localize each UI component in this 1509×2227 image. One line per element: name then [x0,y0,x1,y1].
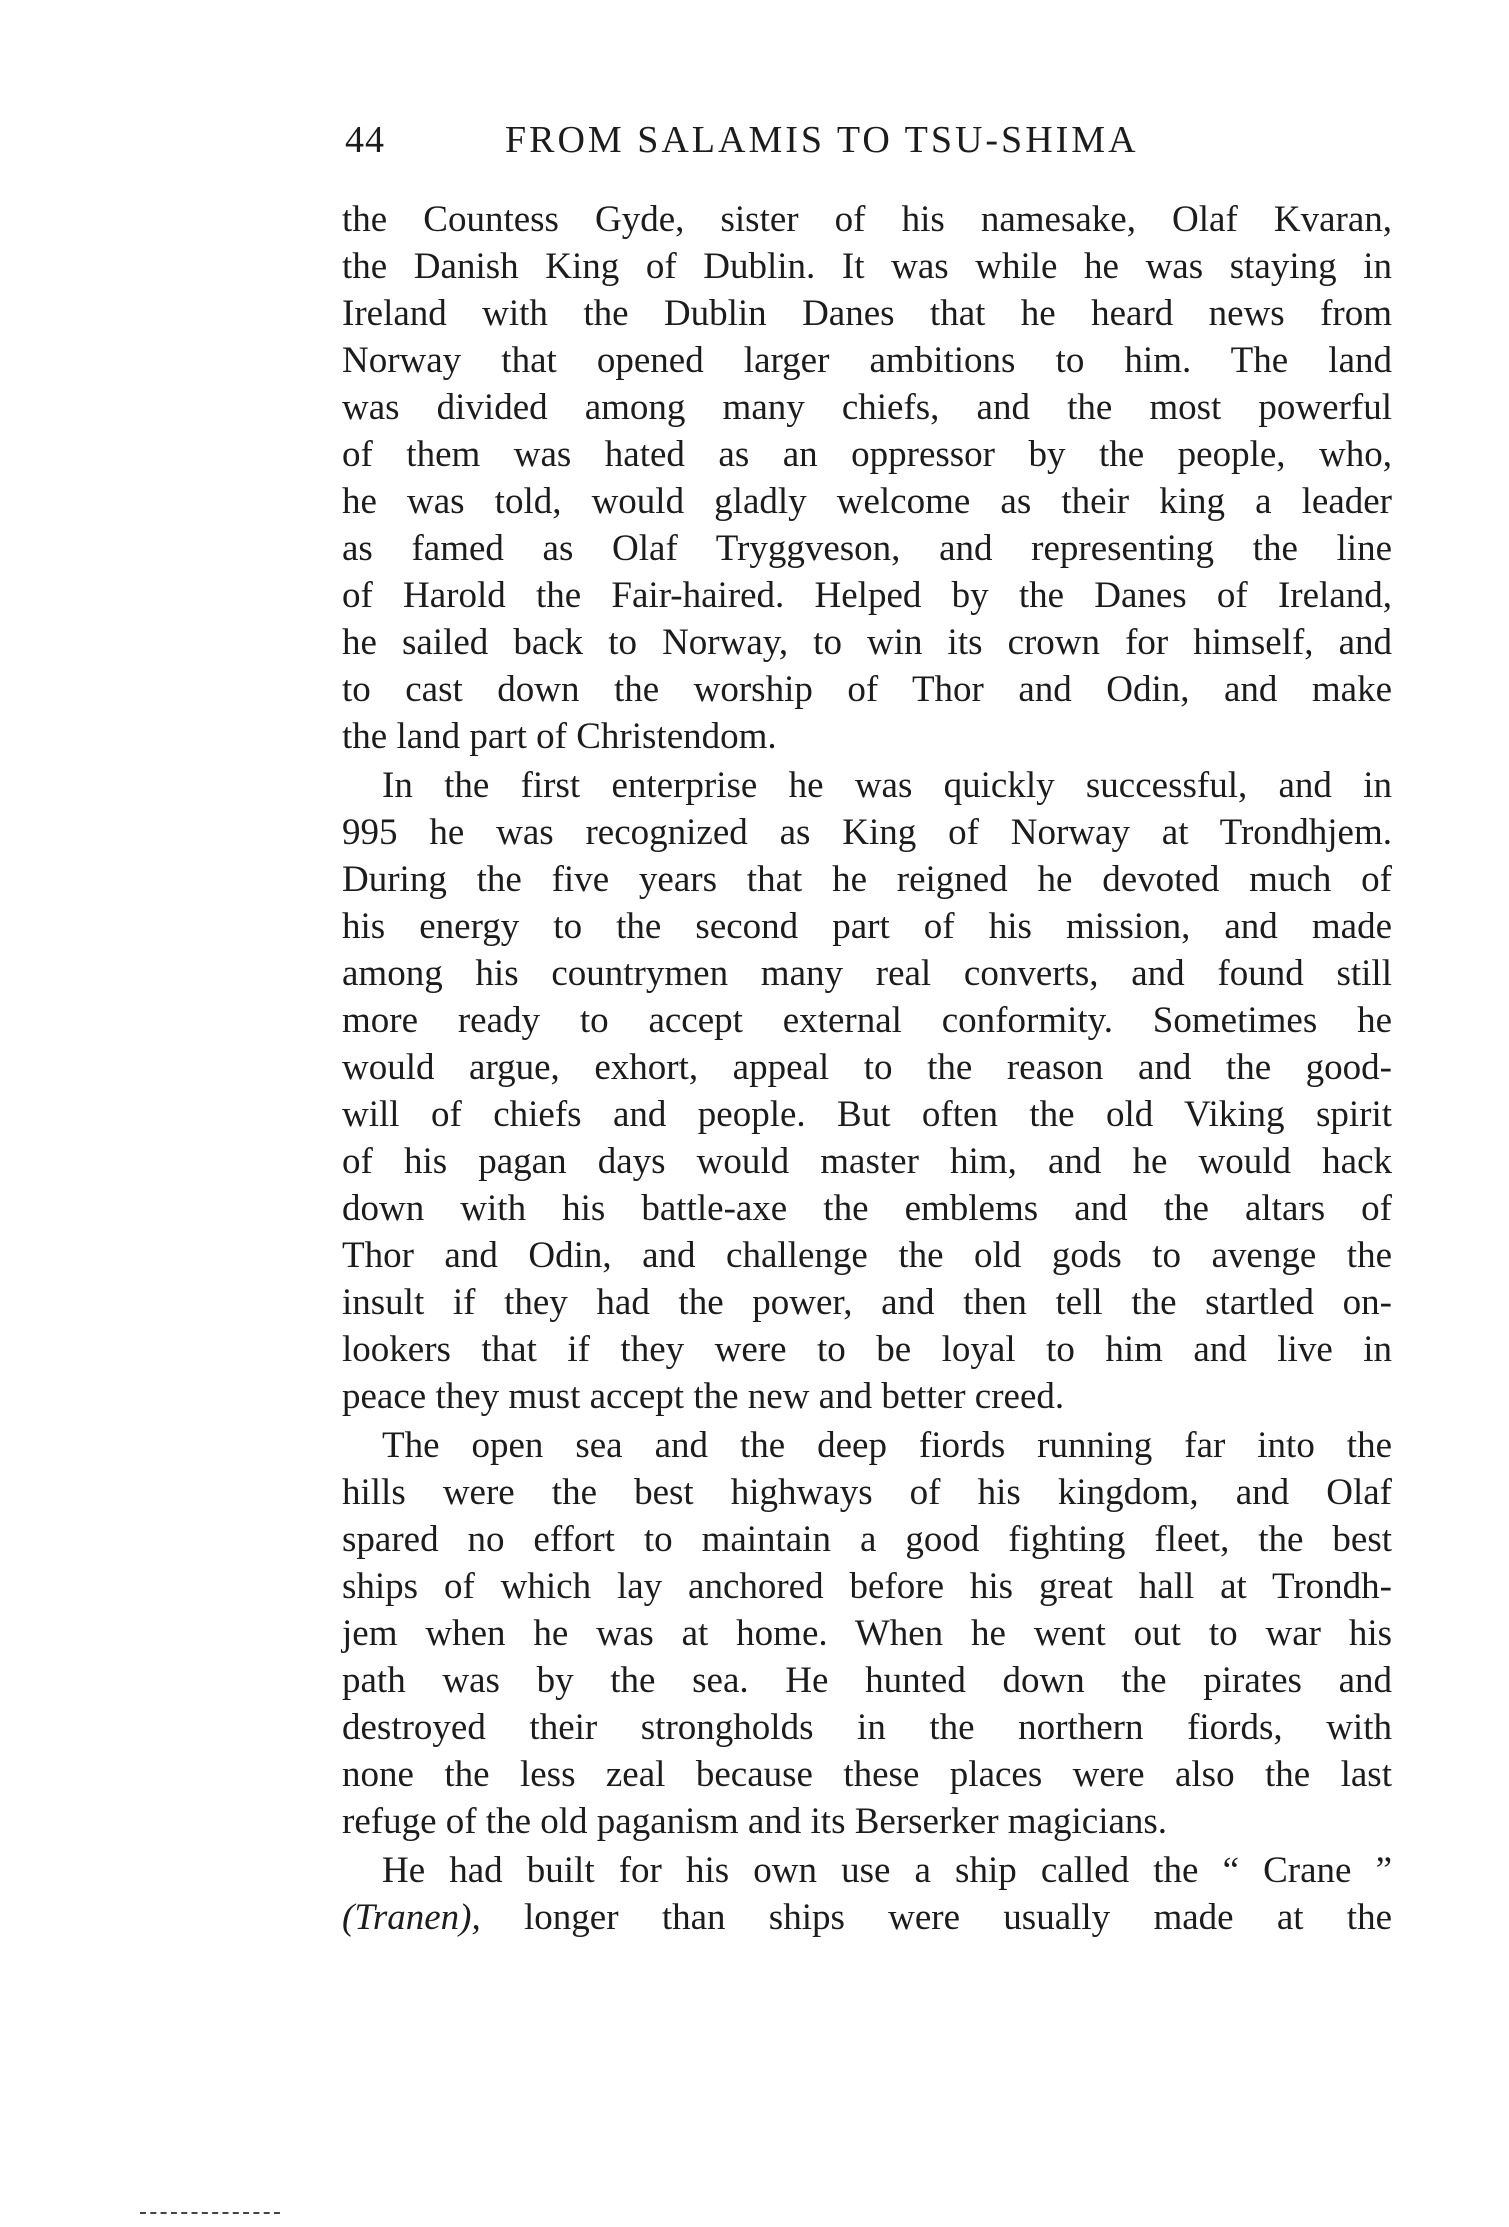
page-number: 44 [345,119,385,161]
text-line: of his pagan days would master him, and he would hack [342,1141,1392,1182]
text-line: spared no effort to maintain a good fighting fleet, the best [342,1519,1392,1560]
italic-ship-name: (Tranen), [342,1897,481,1938]
text-line-with-italic [342,1894,1392,1941]
text-line: path was by the sea. He hunted down the pirates and [342,1660,1392,1701]
text-line: his energy to the second part of his mission, and made [342,906,1392,947]
text-line: he was told, would gladly welcome as their king a leader [342,481,1392,522]
text-line: of Harold the Fair-haired. Helped by the Danes of Ireland, [342,575,1392,616]
text-line: peace they must accept the new and better creed. [342,1376,1065,1417]
text-line: more ready to accept external conformity. Sometimes he [342,1000,1392,1041]
body-text [342,196,1392,1941]
text-line: among his countrymen many real converts, and found still [342,953,1392,994]
text-line: was divided among many chiefs, and the most powerful [342,387,1392,428]
text-line: he sailed back to Norway, to win its crown for himself, and [342,622,1392,663]
text-line: jem when he was at home. When he went out to war his [342,1613,1392,1654]
text-line: refuge of the old paganism and its Berserker magicians. [342,1801,1168,1842]
text-line: hills were the best highways of his kingdom, and Olaf [342,1472,1392,1513]
bottom-rule [140,2212,280,2217]
text-line: of them was hated as an oppressor by the people, who, [342,434,1392,475]
text-line: During the five years that he reigned he devoted much of [342,859,1392,900]
text-line: insult if they had the power, and then tell the startled on- [342,1282,1392,1323]
text-line: down with his battle-axe the emblems and the altars of [342,1188,1392,1229]
text-line: ships of which lay anchored before his great hall at Trondh- [342,1566,1392,1607]
text-line: would argue, exhort, appeal to the reason and the good- [342,1047,1392,1088]
text-line: the Countess Gyde, sister of his namesake, Olaf Kvaran, [342,199,1392,240]
text-line: the land part of Christendom. [342,716,777,757]
text-line: Norway that opened larger ambitions to him. The land [342,340,1392,381]
text-line: Ireland with the Dublin Danes that he heard news from [342,293,1392,334]
text-line: as famed as Olaf Tryggveson, and representing the line [342,528,1392,569]
paragraph-start-line: He had built for his own use a ship called the “ Crane ” [382,1850,1392,1891]
text-line: 995 he was recognized as King of Norway at Trondhjem. [342,812,1392,853]
paragraph-start-line: The open sea and the deep fiords running far into the [382,1425,1392,1466]
text-line: will of chiefs and people. But often the old Viking spirit [342,1094,1392,1135]
text-line: the Danish King of Dublin. It was while he was staying in [342,246,1392,287]
text-line: to cast down the worship of Thor and Odin, and make [342,669,1392,710]
text-line: lookers that if they were to be loyal to him and live in [342,1329,1392,1370]
text-line: none the less zeal because these places were also the last [342,1754,1392,1795]
text-line: destroyed their strongholds in the northern fiords, with [342,1707,1392,1748]
paragraph-start-line: In the first enterprise he was quickly successful, and in [382,765,1392,806]
text-line-rest: longer than ships were usually made at the [524,1897,1393,1938]
text-line: Thor and Odin, and challenge the old gods to avenge the [342,1235,1392,1276]
running-title: FROM SALAMIS TO TSU-SHIMA [505,119,1139,161]
page-header [345,118,1390,174]
